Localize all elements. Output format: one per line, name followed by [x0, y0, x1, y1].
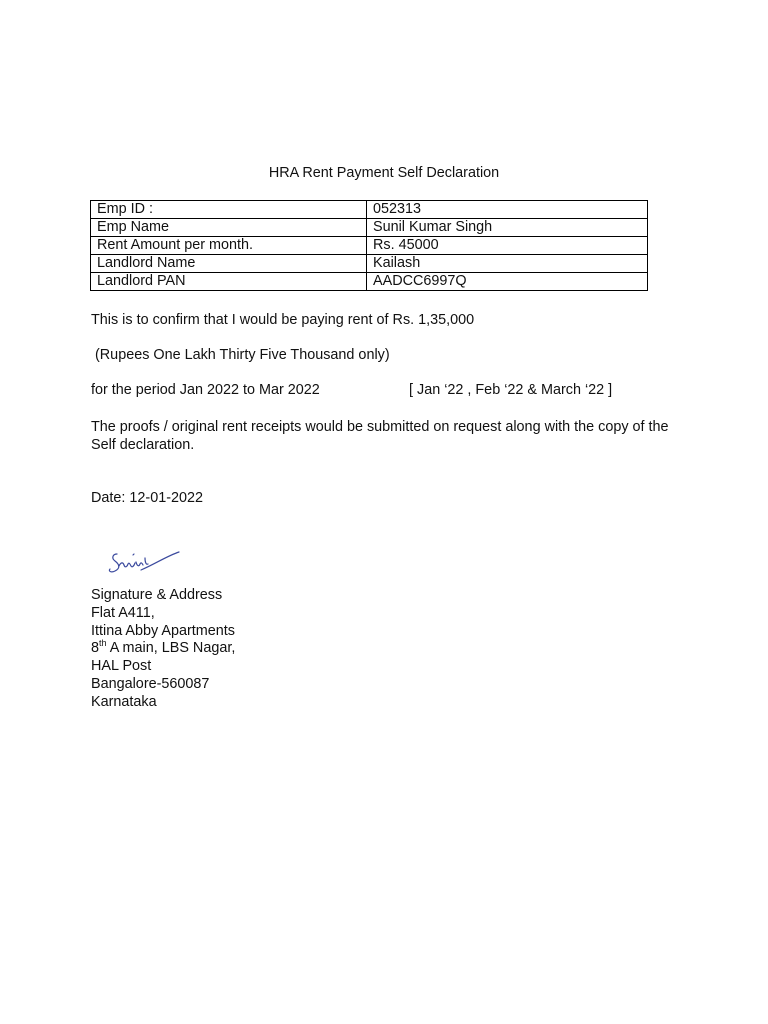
- table-row: [91, 237, 648, 255]
- table-row: [91, 219, 648, 237]
- employee-info-table: [90, 200, 648, 291]
- signature-address-block: [91, 587, 235, 712]
- document-title: HRA Rent Payment Self Declaration: [268, 165, 500, 181]
- table-cell-label: Emp Name: [91, 219, 367, 237]
- handwritten-signature: [103, 540, 183, 580]
- address-heading: Signature & Address: [91, 587, 223, 603]
- declaration-date: Date: 12-01-2022: [91, 490, 204, 506]
- table-cell-value: 052313: [367, 201, 648, 219]
- table-cell-label: Landlord Name: [91, 255, 367, 273]
- proofs-text: The proofs / original rent receipts would be submitted on request along with the copy of the Self declaration.: [91, 419, 669, 453]
- address-line: HAL Post: [91, 658, 152, 675]
- address-line: [91, 640, 235, 658]
- confirmation-text: This is to confirm that I would be paying rent of Rs. 1,35,000: [91, 312, 475, 328]
- table-cell-label: Emp ID :: [91, 201, 367, 219]
- address-line: Ittina Abby Apartments: [91, 622, 235, 639]
- ordinal-suffix: th: [99, 638, 107, 649]
- table-cell-value: Rs. 45000: [367, 237, 648, 255]
- period-text: for the period Jan 2022 to Mar 2022: [91, 382, 320, 398]
- address-line: Karnataka: [91, 693, 157, 710]
- months-list: [ Jan ‘22 , Feb ‘22 & March ‘22 ]: [409, 382, 613, 398]
- address-street: A main, LBS Nagar,: [106, 640, 236, 657]
- table-cell-value: Sunil Kumar Singh: [367, 219, 648, 237]
- table-cell-value: AADCC6997Q: [367, 273, 648, 291]
- table-cell-value: Kailash: [367, 255, 648, 273]
- table-cell-label: Rent Amount per month.: [91, 237, 367, 255]
- table-cell-label: Landlord PAN: [91, 273, 367, 291]
- address-line: Flat A411,: [91, 604, 155, 621]
- address-line: Bangalore-560087: [91, 675, 210, 692]
- table-row: [91, 201, 648, 219]
- amount-in-words: (Rupees One Lakh Thirty Five Thousand only): [95, 347, 390, 363]
- address-number: 8: [91, 640, 100, 657]
- table-row: [91, 273, 648, 291]
- table-row: [91, 255, 648, 273]
